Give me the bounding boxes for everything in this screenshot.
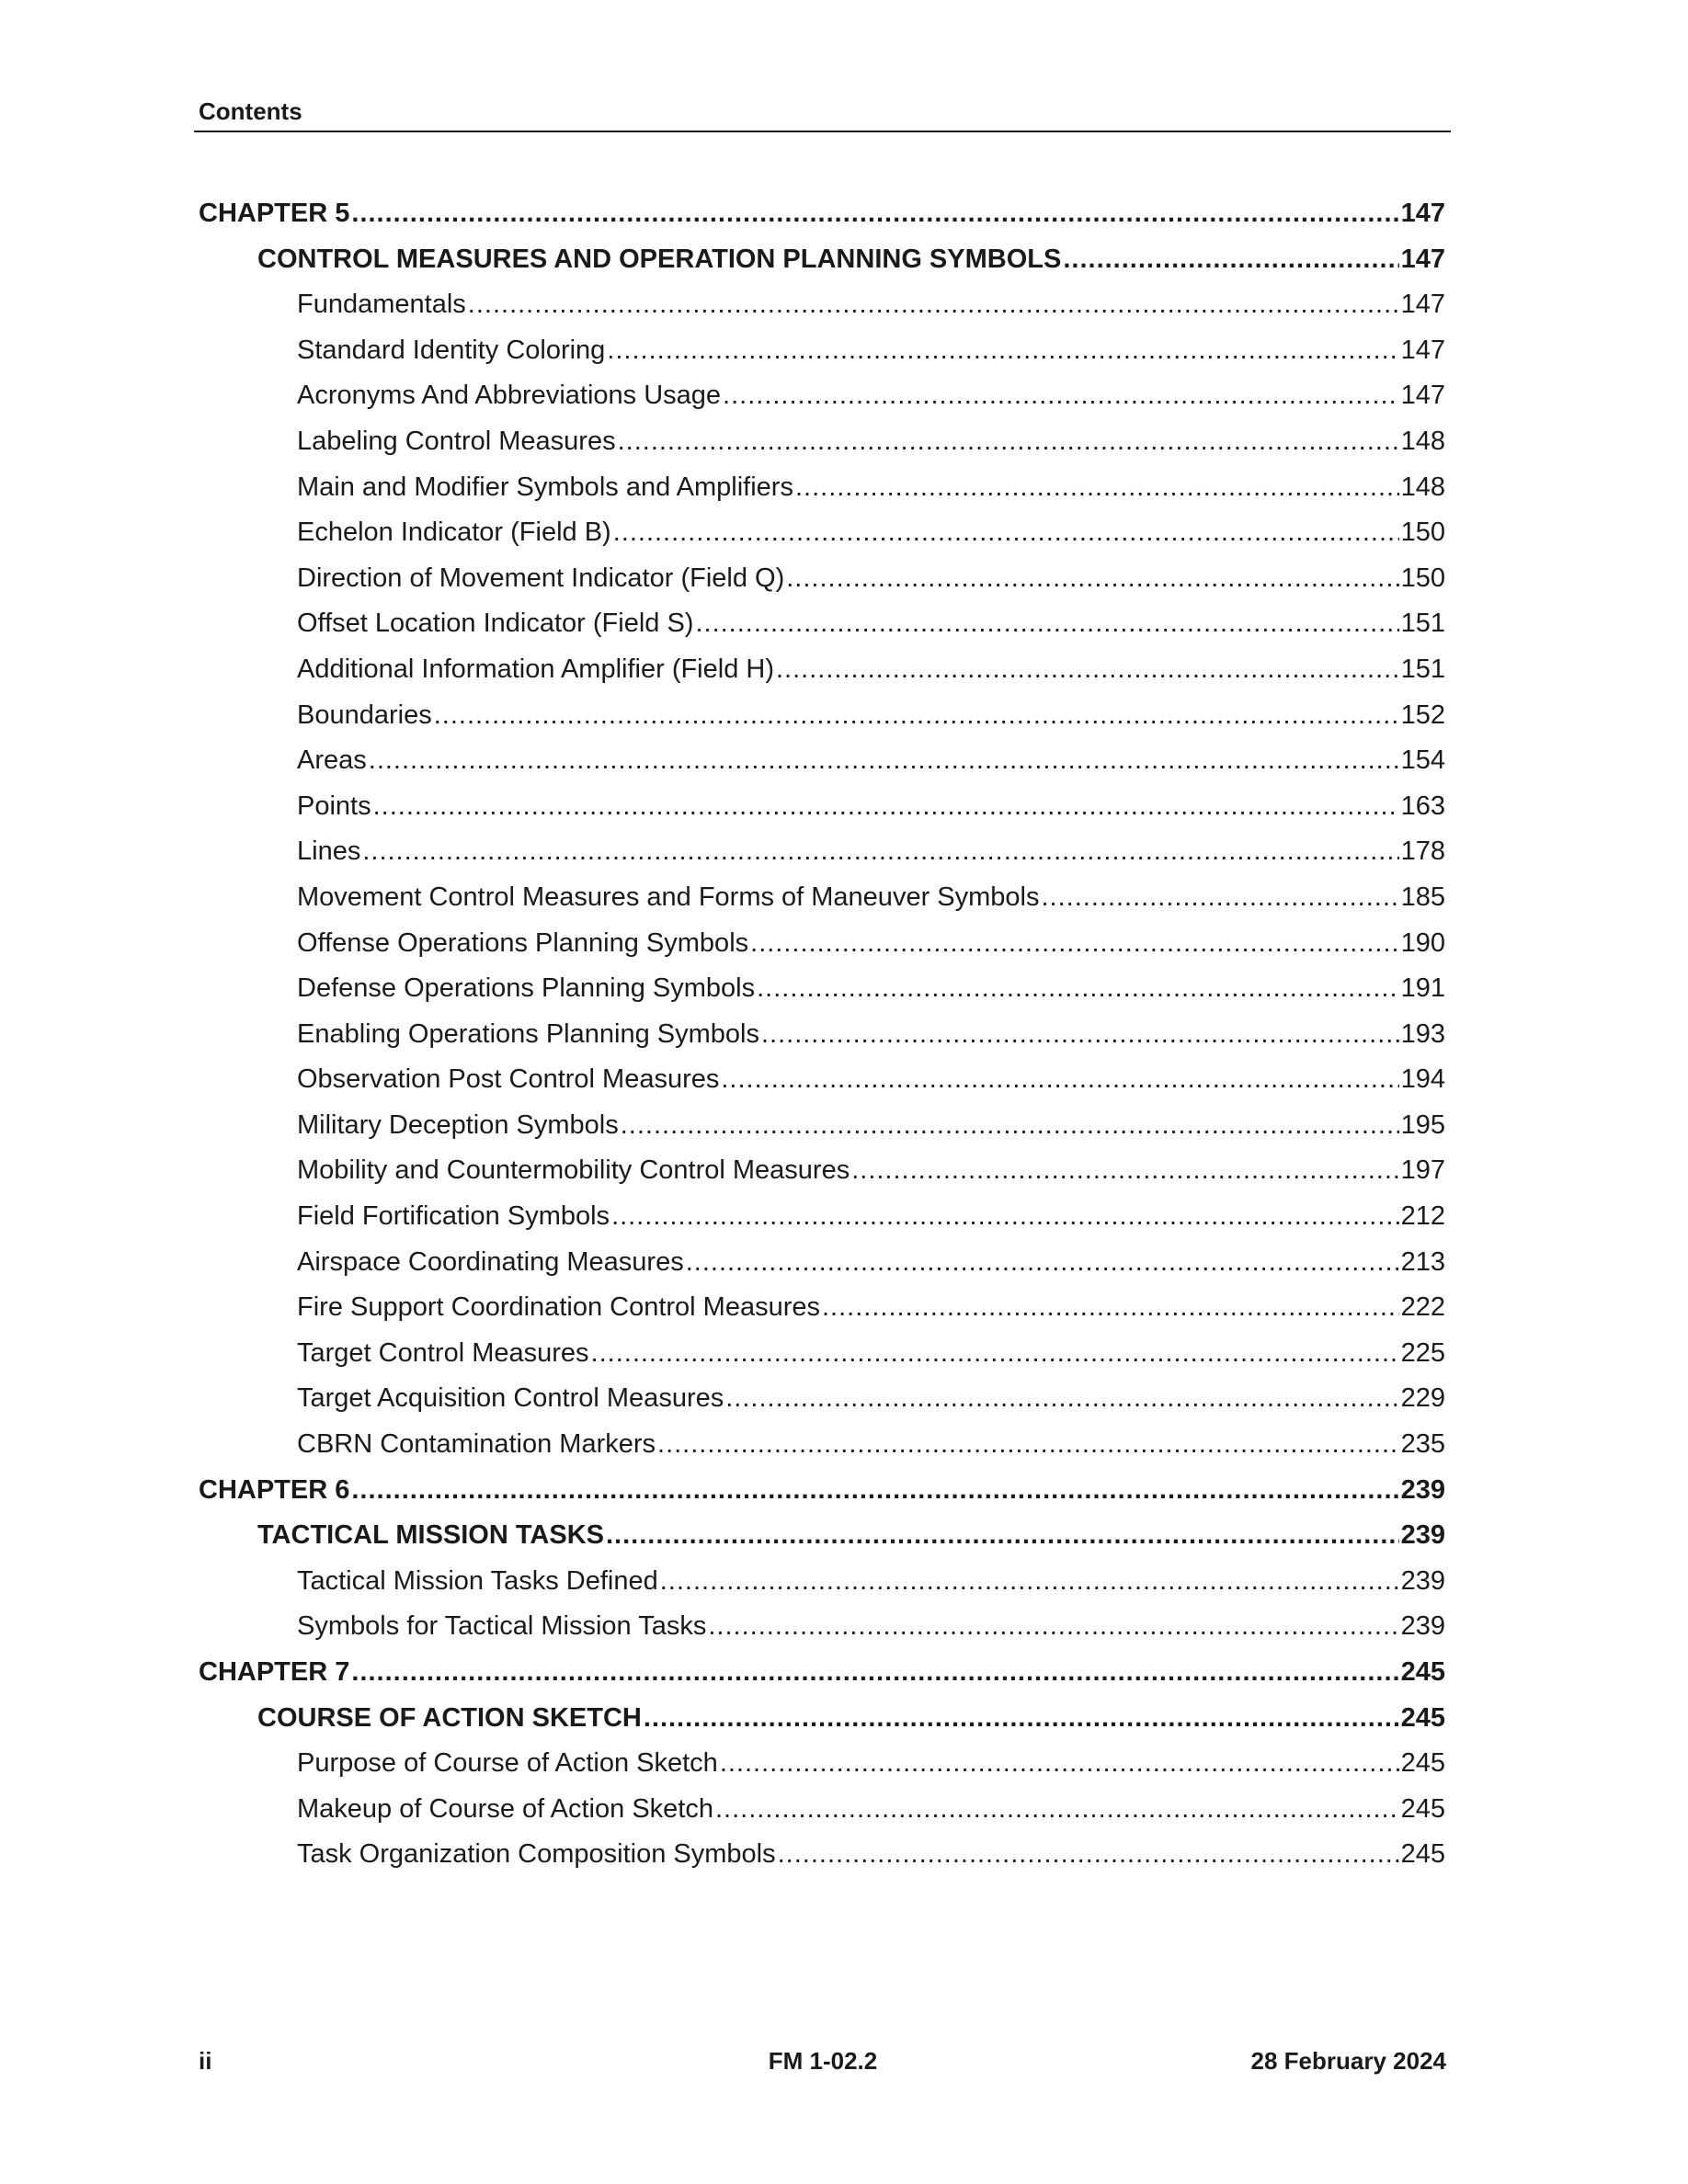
toc-dot-leader — [720, 1741, 1399, 1787]
toc-entry-title: Airspace Coordinating Measures — [297, 1246, 684, 1277]
toc-page-number: 152 — [1400, 700, 1445, 730]
toc-subsection-entry[interactable] — [199, 1559, 1445, 1605]
running-header: Contents — [199, 97, 302, 125]
toc-dot-leader — [434, 693, 1399, 739]
toc-entry-title: Enabling Operations Planning Symbols — [297, 1018, 759, 1049]
toc-dot-leader — [776, 647, 1399, 693]
toc-dot-leader — [757, 966, 1398, 1012]
toc-subsection-entry[interactable] — [199, 465, 1445, 511]
toc-subsection-entry[interactable] — [199, 373, 1445, 419]
toc-page-number: 245 — [1400, 1748, 1445, 1779]
toc-entry-title: Defense Operations Planning Symbols — [297, 973, 756, 1004]
toc-page-number: 151 — [1400, 609, 1445, 639]
toc-entry-title: Standard Identity Coloring — [297, 335, 606, 365]
toc-subsection-entry[interactable] — [199, 784, 1445, 830]
toc-page-number: 150 — [1400, 518, 1445, 548]
toc-subsection-entry[interactable] — [199, 1012, 1445, 1058]
toc-subsection-entry[interactable] — [199, 1832, 1445, 1878]
toc-dot-leader — [351, 191, 1398, 237]
toc-subsection-entry[interactable] — [199, 693, 1445, 739]
toc-dot-leader — [607, 328, 1398, 374]
toc-subsection-entry[interactable] — [199, 510, 1445, 556]
toc-dot-leader — [618, 419, 1399, 465]
toc-subsection-entry[interactable] — [199, 328, 1445, 374]
toc-dot-leader — [351, 1650, 1398, 1696]
toc-subsection-entry[interactable] — [199, 601, 1445, 647]
toc-entry-title: Mobility and Countermobility Control Measures — [297, 1155, 850, 1186]
toc-dot-leader — [468, 282, 1399, 328]
toc-subsection-entry[interactable] — [199, 1741, 1445, 1787]
toc-subsection-entry[interactable] — [199, 282, 1445, 328]
toc-entry-title: Areas — [297, 745, 367, 776]
toc-subsection-entry[interactable] — [199, 921, 1445, 967]
toc-subsection-entry[interactable] — [199, 829, 1445, 875]
toc-subsection-entry[interactable] — [199, 647, 1445, 693]
toc-chapter-entry[interactable] — [199, 191, 1445, 237]
toc-page-number: 197 — [1400, 1155, 1445, 1186]
toc-entry-title: Fire Support Coordination Control Measures — [297, 1292, 820, 1323]
toc-entry-title: Offense Operations Planning Symbols — [297, 927, 749, 958]
toc-dot-leader — [660, 1559, 1399, 1605]
toc-dot-leader — [715, 1787, 1399, 1833]
toc-page-number: 148 — [1400, 426, 1445, 456]
toc-subsection-entry[interactable] — [199, 1422, 1445, 1468]
toc-dot-leader — [1041, 875, 1398, 921]
toc-dot-leader — [373, 784, 1399, 830]
toc-dot-leader — [1063, 237, 1398, 283]
toc-page-number: 191 — [1400, 973, 1445, 1004]
toc-entry-title: CONTROL MEASURES AND OPERATION PLANNING SYMBOLS — [257, 244, 1062, 274]
toc-page-number: 245 — [1400, 1702, 1445, 1733]
toc-chapter-entry[interactable] — [199, 1650, 1445, 1696]
toc-entry-title: Additional Information Amplifier (Field H) — [297, 654, 774, 684]
toc-page-number: 150 — [1400, 563, 1445, 593]
toc-section-entry[interactable] — [199, 237, 1445, 283]
toc-page-number: 239 — [1400, 1611, 1445, 1642]
toc-page-number: 148 — [1400, 472, 1445, 502]
toc-page-number: 147 — [1400, 335, 1445, 365]
toc-entry-title: Acronyms And Abbreviations Usage — [297, 381, 722, 411]
toc-chapter-entry[interactable] — [199, 1468, 1445, 1514]
toc-entry-title: Offset Location Indicator (Field S) — [297, 609, 694, 639]
toc-dot-leader — [644, 1696, 1399, 1742]
toc-dot-leader — [721, 1057, 1398, 1103]
toc-subsection-entry[interactable] — [199, 966, 1445, 1012]
toc-entry-title: Movement Control Measures and Forms of Maneuver Symbols — [297, 882, 1040, 912]
toc-page-number: 225 — [1400, 1337, 1445, 1368]
toc-entry-title: Target Acquisition Control Measures — [297, 1383, 724, 1414]
toc-dot-leader — [851, 1148, 1398, 1194]
toc-subsection-entry[interactable] — [199, 1787, 1445, 1833]
toc-entry-title: Echelon Indicator (Field B) — [297, 518, 611, 548]
toc-entry-title: Purpose of Course of Action Sketch — [297, 1748, 718, 1779]
toc-page-number: 222 — [1400, 1292, 1445, 1323]
toc-page-number: 194 — [1400, 1064, 1445, 1095]
toc-entry-title: Target Control Measures — [297, 1337, 589, 1368]
toc-subsection-entry[interactable] — [199, 1604, 1445, 1650]
toc-page-number: 147 — [1400, 244, 1445, 274]
toc-page-number: 147 — [1400, 381, 1445, 411]
toc-page-number: 147 — [1400, 199, 1445, 228]
toc-page-number: 154 — [1400, 745, 1445, 776]
toc-dot-leader — [723, 373, 1399, 419]
toc-subsection-entry[interactable] — [199, 1285, 1445, 1331]
toc-subsection-entry[interactable] — [199, 419, 1445, 465]
toc-subsection-entry[interactable] — [199, 1331, 1445, 1377]
toc-entry-title: CHAPTER 5 — [199, 199, 350, 228]
toc-dot-leader — [695, 601, 1398, 647]
toc-subsection-entry[interactable] — [199, 1376, 1445, 1422]
table-of-contents — [199, 191, 1445, 1878]
toc-dot-leader — [606, 1513, 1399, 1559]
toc-dot-leader — [351, 1468, 1398, 1514]
toc-entry-title: Task Organization Composition Symbols — [297, 1839, 776, 1870]
toc-entry-title: Points — [297, 791, 371, 821]
toc-entry-title: CHAPTER 6 — [199, 1474, 350, 1505]
toc-dot-leader — [750, 921, 1398, 967]
toc-subsection-entry[interactable] — [199, 875, 1445, 921]
toc-dot-leader — [778, 1832, 1399, 1878]
toc-page-number: 235 — [1400, 1429, 1445, 1460]
toc-subsection-entry[interactable] — [199, 1057, 1445, 1103]
toc-entry-title: COURSE OF ACTION SKETCH — [257, 1702, 642, 1733]
toc-entry-title: Field Fortification Symbols — [297, 1201, 610, 1232]
toc-dot-leader — [708, 1604, 1398, 1650]
header-divider — [194, 131, 1451, 132]
toc-entry-title: Makeup of Course of Action Sketch — [297, 1793, 713, 1824]
toc-entry-title: CHAPTER 7 — [199, 1657, 350, 1687]
toc-dot-leader — [686, 1240, 1399, 1286]
toc-dot-leader — [786, 556, 1398, 602]
footer-document-id: FM 1-02.2 — [768, 2047, 878, 2075]
toc-page-number: 178 — [1400, 836, 1445, 867]
toc-section-entry[interactable] — [199, 1513, 1445, 1559]
toc-page-number: 147 — [1400, 290, 1445, 320]
toc-dot-leader — [591, 1331, 1399, 1377]
toc-page-number: 212 — [1400, 1201, 1445, 1232]
toc-entry-title: Tactical Mission Tasks Defined — [297, 1565, 658, 1596]
toc-page-number: 195 — [1400, 1109, 1445, 1140]
toc-page-number: 239 — [1400, 1565, 1445, 1596]
toc-dot-leader — [657, 1422, 1399, 1468]
toc-entry-title: Lines — [297, 836, 361, 867]
toc-dot-leader — [822, 1285, 1399, 1331]
toc-page-number: 229 — [1400, 1383, 1445, 1414]
toc-entry-title: Military Deception Symbols — [297, 1109, 619, 1140]
toc-entry-title: Symbols for Tactical Mission Tasks — [297, 1611, 707, 1642]
toc-dot-leader — [611, 1194, 1399, 1240]
toc-entry-title: TACTICAL MISSION TASKS — [257, 1520, 604, 1551]
toc-entry-title: Boundaries — [297, 700, 432, 730]
toc-entry-title: CBRN Contamination Markers — [297, 1429, 656, 1460]
toc-subsection-entry[interactable] — [199, 1103, 1445, 1149]
toc-subsection-entry[interactable] — [199, 1194, 1445, 1240]
toc-page-number: 151 — [1400, 654, 1445, 684]
toc-page-number: 193 — [1400, 1018, 1445, 1049]
toc-page-number: 213 — [1400, 1246, 1445, 1277]
toc-page-number: 239 — [1400, 1474, 1445, 1505]
toc-page-number: 245 — [1400, 1839, 1445, 1870]
toc-section-entry[interactable] — [199, 1696, 1445, 1742]
toc-page-number: 185 — [1400, 882, 1445, 912]
footer-page-number: ii — [199, 2047, 212, 2075]
toc-page-number: 245 — [1400, 1657, 1445, 1687]
toc-dot-leader — [761, 1012, 1399, 1058]
toc-entry-title: Direction of Movement Indicator (Field Q) — [297, 563, 785, 593]
toc-entry-title: Labeling Control Measures — [297, 426, 616, 456]
toc-page-number: 239 — [1400, 1520, 1445, 1551]
toc-dot-leader — [795, 465, 1399, 511]
toc-subsection-entry[interactable] — [199, 738, 1445, 784]
toc-dot-leader — [725, 1376, 1398, 1422]
toc-subsection-entry[interactable] — [199, 556, 1445, 602]
toc-dot-leader — [369, 738, 1399, 784]
toc-page-number: 190 — [1400, 927, 1445, 958]
toc-dot-leader — [613, 510, 1399, 556]
toc-subsection-entry[interactable] — [199, 1240, 1445, 1286]
toc-entry-title: Main and Modifier Symbols and Amplifiers — [297, 472, 793, 502]
footer-date: 28 February 2024 — [1250, 2047, 1446, 2075]
toc-entry-title: Observation Post Control Measures — [297, 1064, 720, 1095]
toc-page-number: 245 — [1400, 1793, 1445, 1824]
toc-dot-leader — [362, 829, 1398, 875]
toc-page-number: 163 — [1400, 791, 1445, 821]
toc-subsection-entry[interactable] — [199, 1148, 1445, 1194]
toc-entry-title: Fundamentals — [297, 290, 466, 320]
toc-dot-leader — [621, 1103, 1399, 1149]
